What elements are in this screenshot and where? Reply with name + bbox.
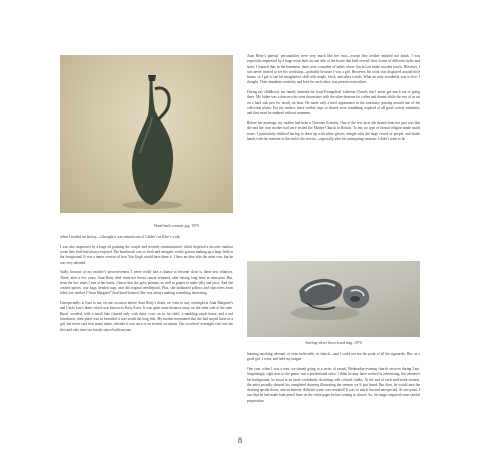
right-column-top bbox=[247, 54, 420, 147]
right-paragraph: One year, when I was a teen, we started going to a series of casual, Wednesday-evening church services during Lent. Surprisingly, right next to the pastor was a professional artist. I think he may have worked in advertising, but whatever his background, he stood at an easel confidently sketching with colored chalks. At the end of each mid-week sermon, the artist proudly showed his completed drawing illustrating the sermon we’d just heard. But then, he would turn the drawing upside-down, and an entirely different scene was revealed! It was so much fun and unexpected. At one point, I saw that he had made faint pencil lines on the white paper before coming to church. So, his magic required some careful preparation. bbox=[247, 366, 420, 403]
left-intro-paragraph: when I studied art history—I thought it was reminiscent of Calder’s or Klee’s work. bbox=[60, 235, 181, 239]
jug-illustration bbox=[60, 55, 233, 213]
right-paragraph: During my childhood, my family attended the local Evangelical Lutheran Church, but I never got much out of going there. My father was a deacon who went downstairs with the other deacons for coffee and donuts while the rest of us sat on a hard oak pew for nearly an hour. He made only a brief appearance in the sanctuary, passing around one of the collection plates. For my mother, these weekly trips to church were something required of all good society members, and they must be endured without comment. bbox=[247, 90, 420, 116]
right-column-bottom bbox=[247, 352, 420, 408]
page-number: 8 bbox=[238, 436, 242, 445]
right-paragraph: Before her marriage, my mother had been a Christian Scientist. One of the few facts she shared from her past was that she and her own mother had once visited the Mother Church in Boston. To me, no type of formal religion made much sense. I particularly disliked having to dress up with white gloves, mingle with the large crowd of people, and shake hands with the minister at the end of the service—especially after his uninspiring sermons. I didn’t seem to be bbox=[247, 121, 420, 141]
right-paragraph: Aunt Betty’s parents’ personalities were very much like her own—except they neither smoked nor drank. I was especially impressed by a huge room built on one side of the house that held several floor looms of different styles and sizes. I learned that, in the basement, there were a number of lathes where Uncle Lou made wooden bowls. However, I was never invited to see his workshop—probably because I was a girl. However, his work was displayed around their house, so I got to see his imaginative skill with maple, birch, and other woods. What an truly wonderful way to live, I thought. Their abundant creativity and love for each other, was present everywhere. bbox=[247, 54, 420, 85]
right-paragraph: learning anything relevant, or even believable, in church—and I could not see the point of all the rigmarole. But, as a good girl, I went, and held my tongue. bbox=[247, 352, 420, 362]
jug-caption: Hand-built ceramic jug, 1970 bbox=[154, 224, 199, 228]
left-paragraph: I was also impressed by a large oil painting the couple had recently commissioned, which depicted a favorite outdoor scene they both had always enjoyed. The brushwork was so fresh and energetic on the grasses making up a large field in the foreground. It was a tamer version of how Van Gogh would have done it. I have no idea who the artist was, but he was very talented. bbox=[60, 244, 233, 265]
left-paragraph: Sadly, because of my mother’s possessiveness, I never really had a chance to become close to these new relatives. There, after a few years, Aunt Betty died when her breast cancer returned, after having long been in remission. But, from the few times I was at her home, I know that she grew peanuts, as well as grapes to make jelly and juice. And she created purses, tote bags, beaded rugs, and did original needlepoint. Plus, she fashioned pillows and slipcovers from fabric her mother (“Aunt Margaret”) had hand-loomed. She was always making something interesting. bbox=[60, 270, 233, 296]
jewelry-caption: Sterling-silver brooch and ring, 1970 bbox=[305, 341, 362, 345]
ceramic-jug-photo bbox=[60, 55, 233, 213]
silver-jewelry-photo bbox=[247, 261, 420, 337]
left-column bbox=[60, 235, 233, 337]
jewelry-illustration bbox=[247, 261, 420, 337]
left-paragraph: Unexpectedly, at least to me, on one occasion before Aunt Betty’s death, we went to stay overnight at Aunt Margaret’s and Uncle Lou’s home which was known as Forty Acres. It was quite some distance away, on the other side of the state. Rural, wooded, with a small lake (shared only with daisy cows on its far side), a rambling ranch home, and a red farmhouse, their place was so beautiful it was worth the long ride. My mother mentioned that she had stayed there as a girl, but never said how many times, whether it was once or on several occasions. Our own brief overnight visit was the first and only time our family stayed with anyone. bbox=[60, 301, 233, 332]
